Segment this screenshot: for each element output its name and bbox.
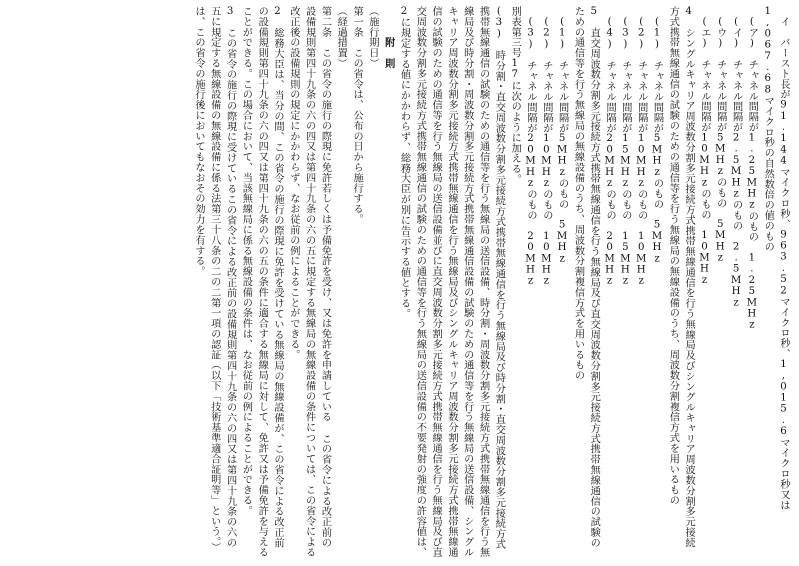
- text-line: （経過措置）: [335, 6, 347, 69]
- text-line: 3 この省令の施行の際現に受けているこの省令による改正前の設備規則第四十九条の六の四又は第四十九条の六の五に規定する無線設備の無線設備に係る法第三十八条の二の二第一項の認証（以下「技術基準適合証明等」という。）は、この省令の施行後においてもなおその効力を有する。: [192, 6, 236, 553]
- text-line: (3) チャネル間隔が15MHzのもの 15MHz: [619, 6, 631, 287]
- text-line: 2 総務大臣は、当分の間、この省令の施行の際現に免許を受けている無線局の無線設備が、この省令による改正前の設備規則第四十九条の六の四又は第四十九条の六の五の条件に適合する無線局に対して、免許又は予備免許を与えることができる。この場合において、当該無線局に係る無線設備の条件は、なお従前の例によることができる。: [240, 6, 283, 558]
- text-line: (3) 時分割・直交周波数分割多元接続方式携帯無線通信を行う無線局及び時分割・直交周波数分割多元接続方式携帯無線通信の試験のための通信等を行う無線局の送信設備、時分割・周波数分割多元接続方式携帯無線通信を行う無線局及び時分割・周波数分割多元接続方式携帯無線通信設備の試験のための通信等を行う無線局の送信設備、シングルキャリア周波数分割多元接続方式携帯無線通信を行う無線局及びシングルキャリア周波数分割多元接続方式携帯無線通信の試験のための通信等を行う無線局の送信設備並びに直交周波数分割多元接続方式携帯無線通信を行う無線局及び直交周波数分割多元接続方式携帯無線通信の試験のための通信等を行う無線局の送信設備の不要発射の強度の許容値は、2に規定する値にかかわらず、総務大臣が別に告示する値とする。: [398, 6, 505, 558]
- text-line: イ バースト長が91.144マイクロ秒、963.52マイクロ秒、1,015.6マイクロ秒又は1,067.68マイクロ秒の自然数倍の値のもの: [762, 6, 789, 511]
- text-line: (4) チャネル間隔が20MHzのもの 20MHz: [604, 6, 616, 287]
- text-line: （施行期日）: [366, 6, 378, 69]
- text-line: (エ) チャネル間隔が10MHzのもの 10MHz: [698, 6, 710, 287]
- text-line: 4 シングルキャリア周波数分割多元接続方式携帯無線通信を行う無線局及びシングルキャリア周波数分割多元接続方式携帯無線通信の試験のための通信等を行う無線局の無線設備のうち、周波数分割複信方式を用いるもの: [667, 6, 695, 548]
- vertical-document-text: [190, 6, 791, 558]
- text-line: 第一条 この省令は、公布の日から施行する。: [351, 6, 363, 225]
- text-line: 5 直交周波数分割多元接続方式携帯無線通信を行う無線局及び直交周波数分割多元接続方式携帯無線通信の試験のための通信等を行う無線局の無線設備のうち、周波数分割複信方式を用いるもの: [572, 6, 600, 548]
- text-line: (3) チャネル間隔が20MHzのもの 20MHz: [525, 6, 536, 287]
- text-line: 附 則: [382, 6, 395, 69]
- text-line: (2) チャネル間隔が10MHzのもの 10MHz: [540, 6, 552, 287]
- text-line: (イ) チャネル間隔が2.5MHzのもの 2.5MHz: [730, 6, 742, 309]
- text-line: (2) チャネル間隔が10MHzのもの 10MHz: [635, 6, 647, 287]
- text-line: (1) チャネル間隔が5MHzのもの 5MHz: [556, 6, 568, 265]
- text-line: 別表第三号17に次のように加える。: [509, 6, 521, 185]
- text-line: (1) チャネル間隔が5MHzのもの 5MHz: [651, 6, 663, 265]
- text-line: 第二条 この省令の施行の際現に免許若しくは予備免許を受け、又は免許を申請している この省令による改正前の設備規則第四十九条の六の四又は第四十九条の六の五に規定する無線局の無線設備の条件については、この省令による改正後の設備規則の規定にかかわらず、なお従前の例によることができる。: [287, 6, 331, 558]
- text-line: (ウ) チャネル間隔が5MHzのもの 5MHz: [714, 6, 726, 264]
- text-line: (ア) チャネル間隔が1.25MHzのもの 1.25MHz: [746, 6, 758, 331]
